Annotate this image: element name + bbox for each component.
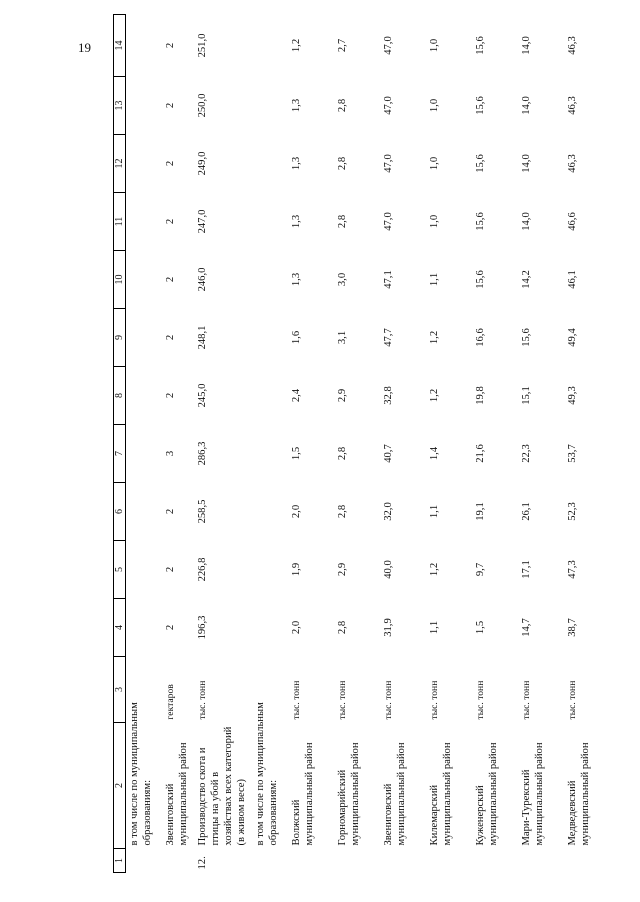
column-number: 11 xyxy=(114,193,126,251)
column-number: 3 xyxy=(114,657,126,723)
subheading-text xyxy=(252,15,288,849)
unit-cell: тыс. тонн xyxy=(475,680,486,720)
table-row xyxy=(288,15,334,873)
value-cell: 1,5 xyxy=(475,620,486,635)
value-cell: 246,0 xyxy=(197,267,208,292)
value-cell: 1,3 xyxy=(291,156,302,171)
column-number: 12 xyxy=(114,135,126,193)
value-cell: 258,5 xyxy=(197,499,208,524)
value-cell: 46,1 xyxy=(567,270,578,289)
value-cell: 52,3 xyxy=(567,502,578,521)
value-cell: 2 xyxy=(165,218,176,225)
value-cell: 22,3 xyxy=(521,444,532,463)
indicator-name: Медведевский муниципальный район xyxy=(567,742,591,846)
value-cell: 1,1 xyxy=(429,272,440,287)
value-cell: 1,2 xyxy=(429,562,440,577)
unit-cell: тыс. тонн xyxy=(291,680,302,720)
value-cell: 2,7 xyxy=(337,38,348,53)
indicator-name: Килемарский муниципальный район xyxy=(429,742,453,846)
unit-cell: гектаров xyxy=(165,684,176,720)
value-cell: 286,3 xyxy=(197,441,208,466)
row-number xyxy=(162,849,194,873)
value-cell: 1,2 xyxy=(429,330,440,345)
table-row xyxy=(472,15,518,873)
subheading-text xyxy=(126,15,163,849)
table-row xyxy=(564,15,610,873)
value-cell: 2,9 xyxy=(337,562,348,577)
value-cell: 3 xyxy=(165,450,176,457)
value-cell: 31,9 xyxy=(383,618,394,637)
row-number xyxy=(334,849,380,873)
value-cell: 19,8 xyxy=(475,386,486,405)
column-number: 1 xyxy=(114,849,126,873)
value-cell: 1,5 xyxy=(291,446,302,461)
indicator-name: Волжский муниципальный район xyxy=(291,742,315,846)
page-number: 19 xyxy=(78,40,91,55)
value-cell: 38,7 xyxy=(567,618,578,637)
value-cell: 47,7 xyxy=(383,328,394,347)
value-cell: 1,2 xyxy=(291,38,302,53)
row-number xyxy=(380,849,426,873)
column-number: 6 xyxy=(114,483,126,541)
row-number: 12. xyxy=(197,856,208,870)
column-number-row xyxy=(114,15,126,873)
value-cell: 249,0 xyxy=(197,151,208,176)
value-cell: 2 xyxy=(165,102,176,109)
data-table xyxy=(113,14,610,873)
value-cell: 40,0 xyxy=(383,560,394,579)
value-cell: 40,7 xyxy=(383,444,394,463)
value-cell: 2,4 xyxy=(291,388,302,403)
value-cell: 15,6 xyxy=(475,154,486,173)
unit-cell: тыс. тонн xyxy=(197,680,208,720)
column-number: 8 xyxy=(114,367,126,425)
value-cell: 2,8 xyxy=(337,98,348,113)
table-row xyxy=(194,15,252,873)
indicator-name: Звениговский муниципальный район xyxy=(165,742,189,846)
value-cell: 47,1 xyxy=(383,270,394,289)
value-cell: 15,6 xyxy=(521,328,532,347)
value-cell: 15,6 xyxy=(475,270,486,289)
value-cell: 47,0 xyxy=(383,212,394,231)
table-row xyxy=(334,15,380,873)
unit-cell: тыс. тонн xyxy=(383,680,394,720)
value-cell: 46,3 xyxy=(567,96,578,115)
value-cell: 1,1 xyxy=(429,504,440,519)
value-cell: 46,3 xyxy=(567,36,578,55)
indicator-name: Звениговский муниципальный район xyxy=(383,742,407,846)
value-cell: 46,6 xyxy=(567,212,578,231)
value-cell: 49,3 xyxy=(567,386,578,405)
indicator-name: Мари-Турекский муниципальный район xyxy=(521,742,545,846)
subheading-row xyxy=(126,15,163,873)
row-number xyxy=(564,849,610,873)
value-cell: 32,8 xyxy=(383,386,394,405)
row-number xyxy=(288,849,334,873)
indicator-name: Горномарийский муниципальный район xyxy=(337,742,361,846)
rotated-table-wrapper xyxy=(113,15,593,873)
column-number: 10 xyxy=(114,251,126,309)
value-cell: 251,0 xyxy=(197,33,208,58)
row-number-cell xyxy=(252,849,288,873)
value-cell: 2 xyxy=(165,508,176,515)
value-cell: 53,7 xyxy=(567,444,578,463)
value-cell: 2 xyxy=(165,392,176,399)
value-cell: 2 xyxy=(165,42,176,49)
column-number: 5 xyxy=(114,541,126,599)
column-number: 2 xyxy=(114,723,126,849)
column-number: 14 xyxy=(114,15,126,77)
unit-cell: тыс. тонн xyxy=(567,680,578,720)
value-cell: 2 xyxy=(165,624,176,631)
value-cell: 1,1 xyxy=(429,620,440,635)
value-cell: 1,0 xyxy=(429,156,440,171)
value-cell: 49,4 xyxy=(567,328,578,347)
value-cell: 247,0 xyxy=(197,209,208,234)
table-row xyxy=(426,15,472,873)
row-number xyxy=(426,849,472,873)
row-number xyxy=(518,849,564,873)
column-number: 9 xyxy=(114,309,126,367)
value-cell: 1,3 xyxy=(291,98,302,113)
table-row xyxy=(380,15,426,873)
unit-cell: тыс. тонн xyxy=(521,680,532,720)
value-cell: 15,6 xyxy=(475,36,486,55)
value-cell: 1,9 xyxy=(291,562,302,577)
value-cell: 248,1 xyxy=(197,325,208,350)
value-cell: 2,9 xyxy=(337,388,348,403)
value-cell: 1,3 xyxy=(291,272,302,287)
value-cell: 47,3 xyxy=(567,560,578,579)
indicator-name: Производство скота и птицы на убой в хозяйствах всех категорий (в живом весе) xyxy=(197,726,247,846)
subheading-row xyxy=(252,15,288,873)
value-cell: 47,0 xyxy=(383,154,394,173)
value-cell: 2,8 xyxy=(337,446,348,461)
value-cell: 226,8 xyxy=(197,557,208,582)
value-cell: 14,0 xyxy=(521,212,532,231)
value-cell: 3,1 xyxy=(337,330,348,345)
value-cell: 196,3 xyxy=(197,615,208,640)
value-cell: 1,6 xyxy=(291,330,302,345)
value-cell: 21,6 xyxy=(475,444,486,463)
value-cell: 2 xyxy=(165,276,176,283)
subheading-label: в том числе по муниципальным образованиям: xyxy=(255,702,279,846)
unit-cell: тыс. тонн xyxy=(337,680,348,720)
value-cell: 245,0 xyxy=(197,383,208,408)
column-number: 4 xyxy=(114,599,126,657)
value-cell: 3,0 xyxy=(337,272,348,287)
value-cell: 2,8 xyxy=(337,156,348,171)
value-cell: 2 xyxy=(165,566,176,573)
value-cell: 46,3 xyxy=(567,154,578,173)
value-cell: 2,8 xyxy=(337,620,348,635)
column-number: 13 xyxy=(114,77,126,135)
value-cell: 15,6 xyxy=(475,212,486,231)
column-number: 7 xyxy=(114,425,126,483)
value-cell: 26,1 xyxy=(521,502,532,521)
subheading-label: в том числе по муниципальным образованиям: xyxy=(129,702,153,846)
value-cell: 1,4 xyxy=(429,446,440,461)
value-cell: 15,1 xyxy=(521,386,532,405)
value-cell: 1,0 xyxy=(429,98,440,113)
value-cell: 2,8 xyxy=(337,504,348,519)
value-cell: 14,0 xyxy=(521,36,532,55)
value-cell: 1,0 xyxy=(429,38,440,53)
value-cell: 14,2 xyxy=(521,270,532,289)
indicator-name: Куженерский муниципальный район xyxy=(475,742,499,846)
value-cell: 2 xyxy=(165,334,176,341)
value-cell: 19,1 xyxy=(475,502,486,521)
row-number-cell xyxy=(126,849,163,873)
value-cell: 32,0 xyxy=(383,502,394,521)
value-cell: 17,1 xyxy=(521,560,532,579)
table-row xyxy=(162,15,194,873)
value-cell: 16,6 xyxy=(475,328,486,347)
value-cell: 2,0 xyxy=(291,504,302,519)
value-cell: 9,7 xyxy=(475,562,486,577)
value-cell: 14,0 xyxy=(521,154,532,173)
value-cell: 14,7 xyxy=(521,618,532,637)
value-cell: 47,0 xyxy=(383,96,394,115)
value-cell: 2,0 xyxy=(291,620,302,635)
value-cell: 14,0 xyxy=(521,96,532,115)
row-number xyxy=(472,849,518,873)
value-cell: 15,6 xyxy=(475,96,486,115)
unit-cell: тыс. тонн xyxy=(429,680,440,720)
value-cell: 2,8 xyxy=(337,214,348,229)
value-cell: 1,2 xyxy=(429,388,440,403)
value-cell: 1,0 xyxy=(429,214,440,229)
value-cell: 47,0 xyxy=(383,36,394,55)
value-cell: 250,0 xyxy=(197,93,208,118)
table-row xyxy=(518,15,564,873)
value-cell: 1,3 xyxy=(291,214,302,229)
value-cell: 2 xyxy=(165,160,176,167)
